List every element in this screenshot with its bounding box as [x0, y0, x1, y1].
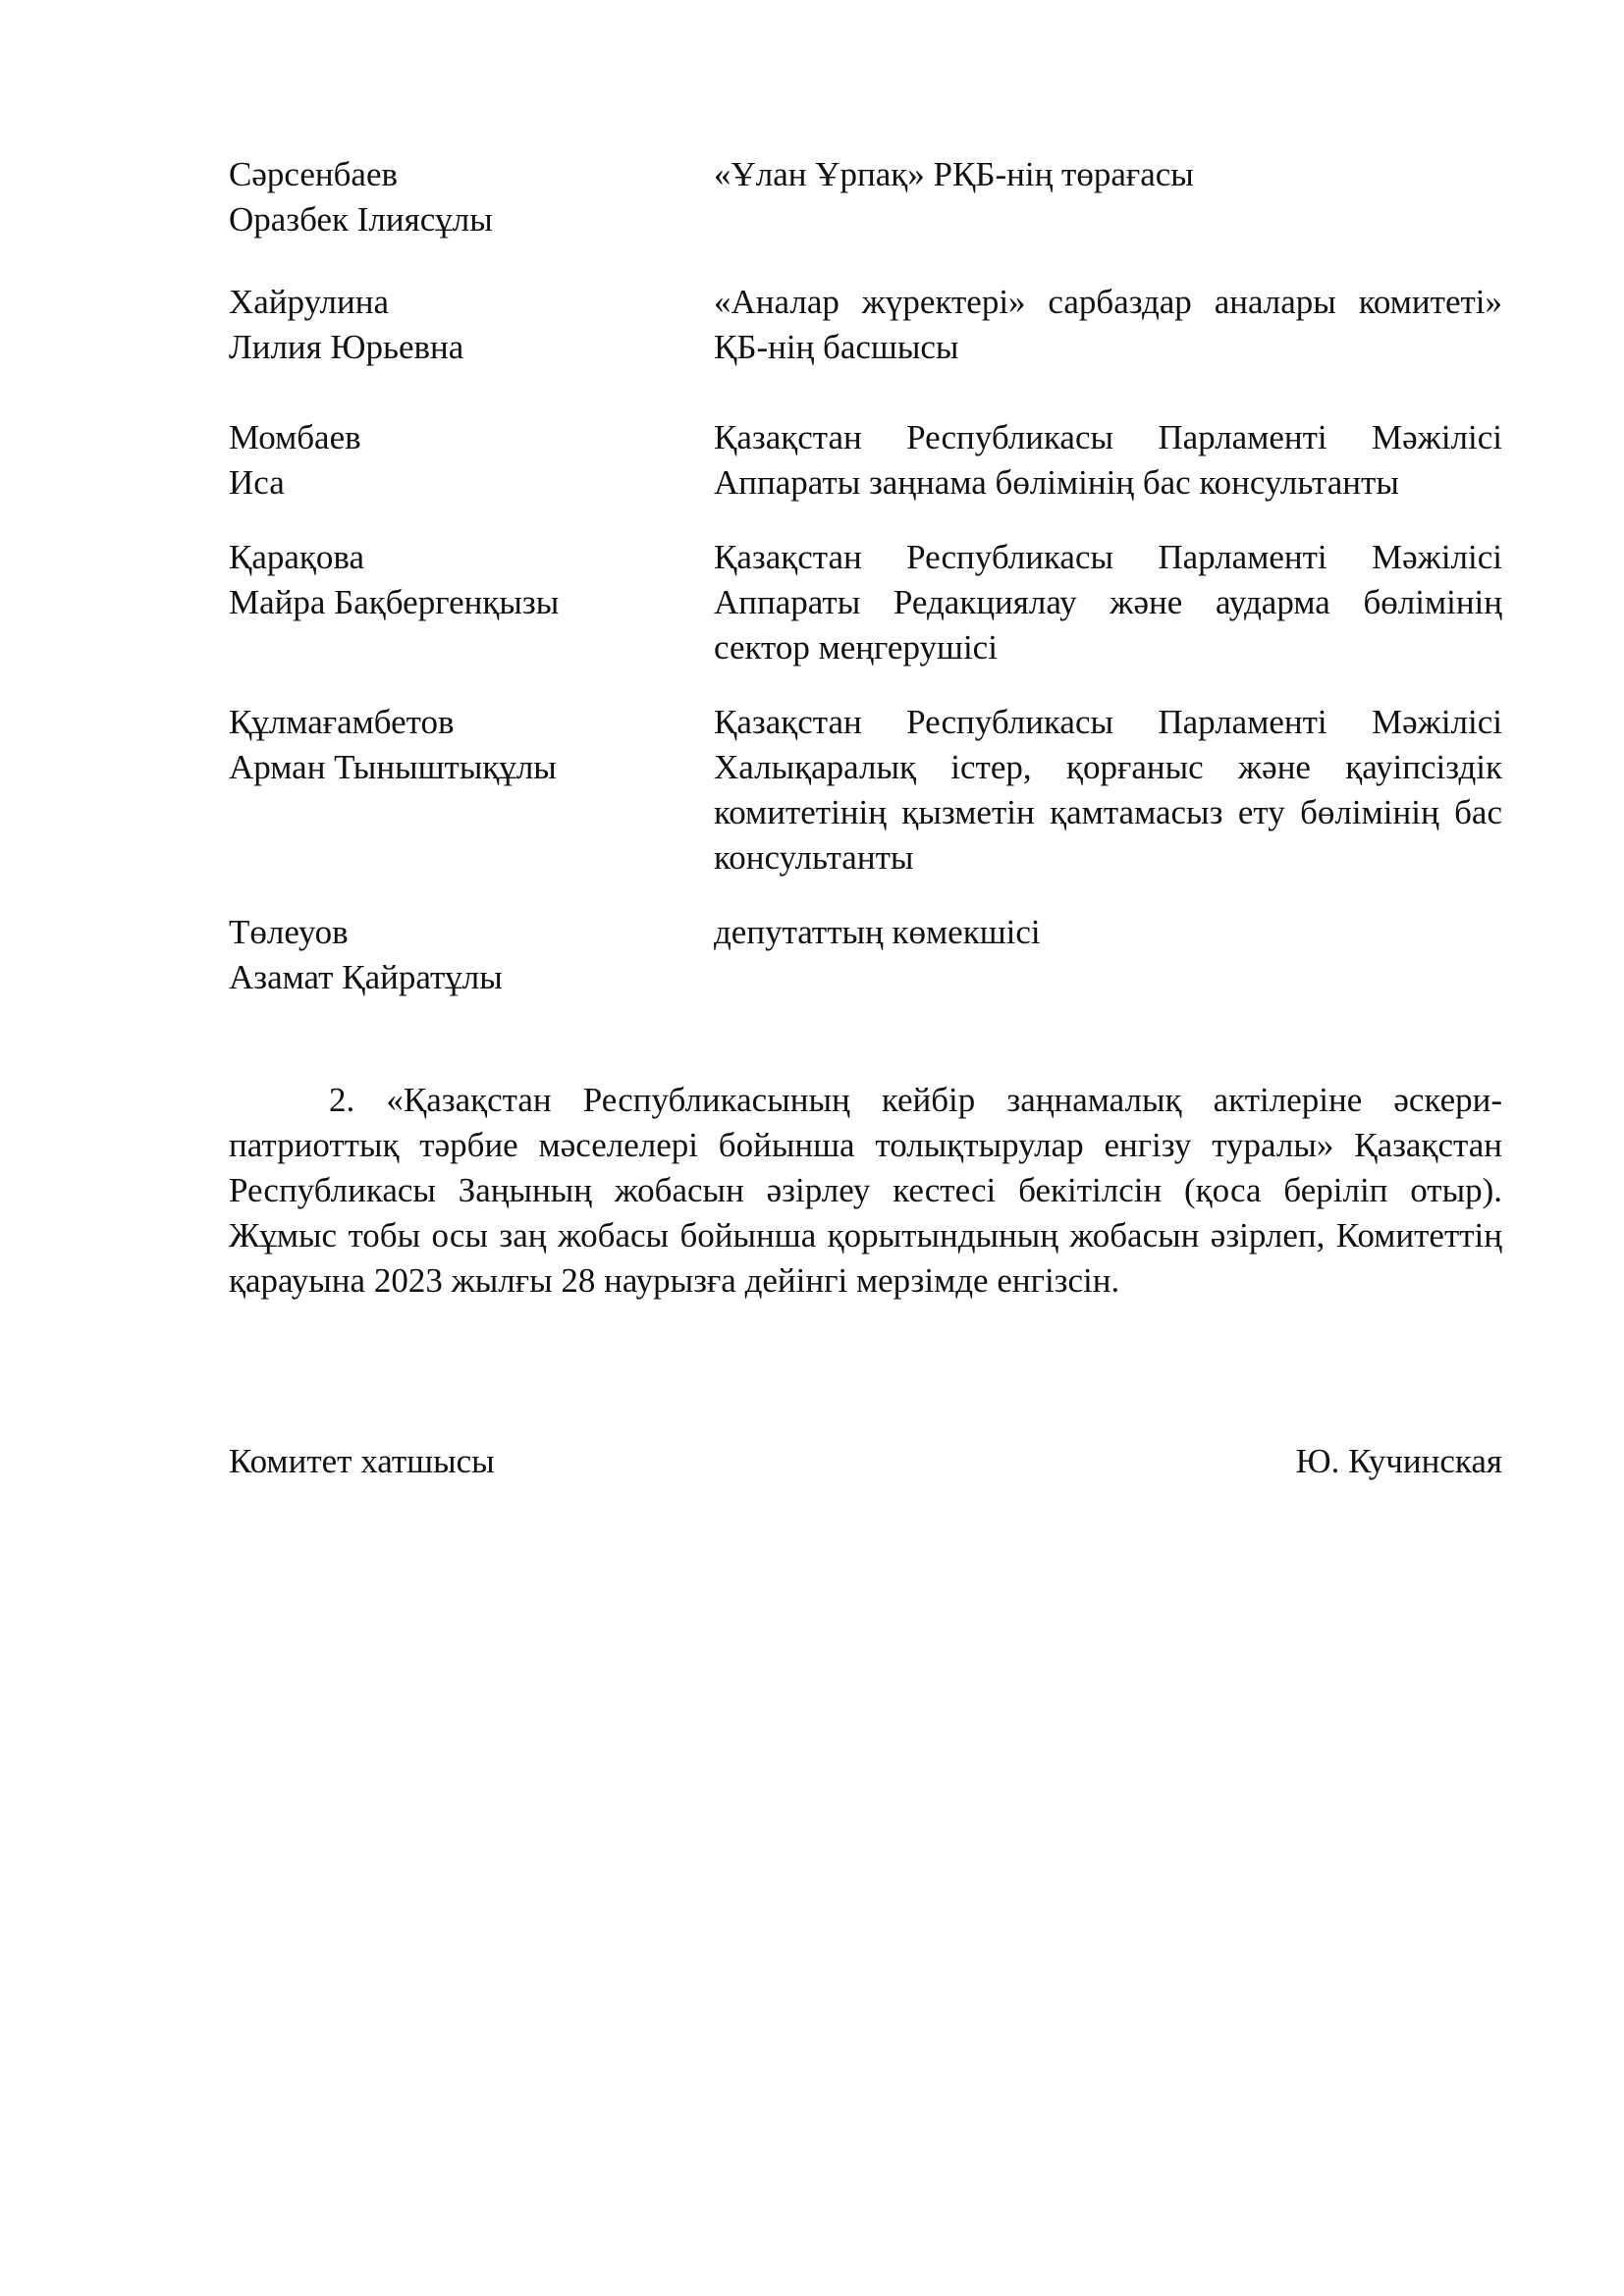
member-entry: [229, 280, 1502, 370]
member-given-names: Иса: [229, 463, 285, 502]
member-name: [229, 415, 714, 506]
member-role: депутаттың көмекшісі: [714, 913, 1041, 951]
member-surname: Төлеуов: [229, 913, 349, 951]
signature-title: Комитет хатшысы: [229, 1442, 495, 1480]
member-role: Қазақстан Республикасы Парламенті Мәжілісі Аппараты заңнама бөлімінің бас консультанты: [714, 418, 1502, 502]
member-entry: [229, 535, 1502, 670]
member-name: [229, 700, 714, 881]
member-name: [229, 280, 714, 370]
member-role: Қазақстан Республикасы Парламенті Мәжілісі Аппараты Редакциялау және аударма бөлімінің сектор меңгерушісі: [714, 538, 1502, 667]
member-entry: [229, 910, 1502, 1000]
member-entry: [229, 152, 1502, 242]
member-role: «Аналар жүректері» сарбаздар аналары комитеті» ҚБ-нің басшысы: [714, 283, 1502, 366]
member-given-names: Лилия Юрьевна: [229, 328, 464, 366]
member-surname: Сәрсенбаев: [229, 155, 399, 193]
member-surname: Хайрулина: [229, 283, 390, 321]
member-given-names: Оразбек Ілиясұлы: [229, 200, 493, 239]
member-surname: Қарақова: [229, 538, 365, 576]
member-name: [229, 910, 714, 1000]
member-role: Қазақстан Республикасы Парламенті Мәжілісі Халықаралық істер, қорғаныс және қауіпсіздік комитетінің қызметін қамтамасыз ету бөлімінің бас консультанты: [714, 703, 1502, 877]
member-entry: [229, 415, 1502, 506]
member-name: [229, 535, 714, 670]
working-group-members-list: [229, 152, 1502, 1000]
member-entry: [229, 700, 1502, 881]
member-name: [229, 152, 714, 242]
member-given-names: Азамат Қайратұлы: [229, 958, 503, 996]
member-given-names: Арман Тыныштықұлы: [229, 748, 557, 786]
member-surname: Момбаев: [229, 418, 361, 456]
decision-paragraph: 2. «Қазақстан Республикасының кейбір заңнамалық актілеріне әскери-патриоттық тәрбие мәселелері бойынша толықтырулар енгізу туралы» Қазақстан Республикасы Заңының жобасын әзірлеу кестесі бекітілсін (қоса беріліп отыр). Жұмыс тобы осы заң жобасы бойынша қорытындының жобасын әзірлеп, Комитеттің қарауына 2023 жылғы 28 наурызға дейінгі мерзімде енгізсін.: [229, 1081, 1502, 1300]
member-given-names: Майра Бақбергенқызы: [229, 583, 560, 621]
member-surname: Құлмағамбетов: [229, 703, 455, 741]
signature-name: Ю. Кучинская: [1295, 1442, 1502, 1480]
signature-block: [229, 1439, 1502, 1484]
member-role: «Ұлан Ұрпақ» РҚБ-нің төрағасы: [714, 155, 1194, 193]
